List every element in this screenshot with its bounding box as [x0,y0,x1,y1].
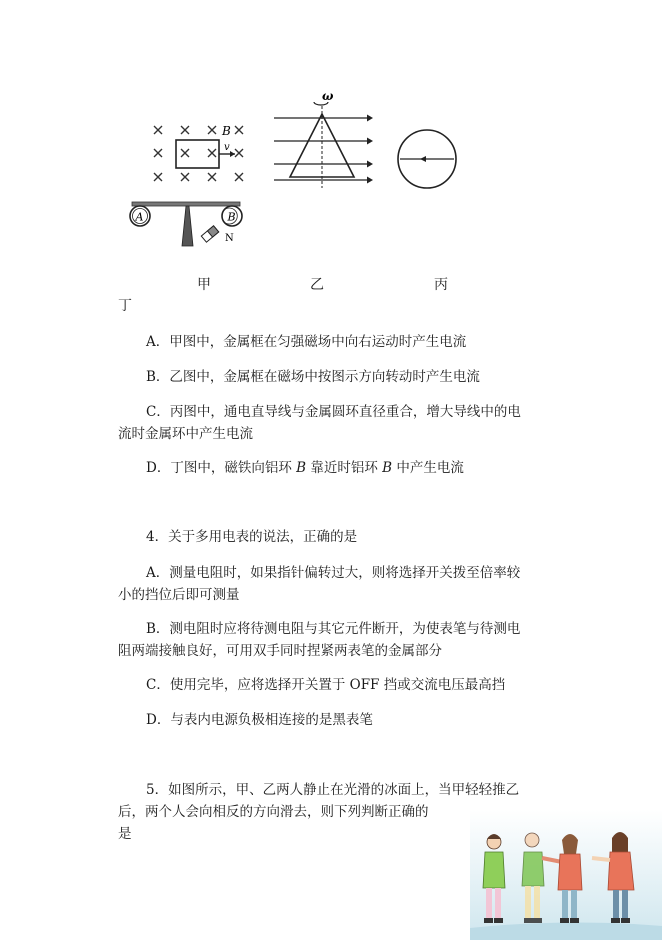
figure-jia [118,110,258,250]
caption-bing: 丙 [434,277,448,293]
caption-ding: 丁 [118,298,132,314]
label-b-field: B [222,124,231,138]
q3-option-b: B．乙图中，金属框在磁场中按图示方向转动时产生电流 [146,369,480,385]
q3-option-d [146,459,464,477]
q3-option-d-post: 中产生电流 [392,460,464,476]
q4-option-d: D．与表内电源负极相连接的是黑表笔 [146,712,373,728]
q4-option-c: C．使用完毕，应将选择开关置于 OFF 挡或交流电压最高挡 [146,677,506,693]
q3-option-c-line2: 流时金属环中产生电流 [118,426,253,442]
q3-option-d-var2: B [382,460,393,476]
label-velocity: v [224,142,230,153]
q4-option-a-line1: A．测量电阻时，如果指针偏转过大，则将选择开关拨至倍率较 [146,565,521,581]
label-omega: ω [322,89,334,103]
q3-option-d-var1: B [296,460,307,476]
q5-stem-line3: 是 [118,826,132,842]
ring-a-label: A [135,210,144,224]
figure-bing [394,128,460,190]
caption-jia: 甲 [197,277,211,293]
ice-skaters-illustration [470,810,662,940]
q5-stem-line2: 后，两个人会向相反的方向滑去，则下列判断正确的 [118,804,429,820]
caption-yi: 乙 [310,277,324,293]
q3-option-d-pre: D．丁图中，磁铁向铝环 [146,460,297,476]
pivot-stand [182,206,193,246]
q5-stem-line1: 5．如图所示，甲、乙两人静止在光滑的冰面上，当甲轻轻推乙 [146,782,520,798]
q4-option-a-line2: 小的挡位后即可测量 [118,587,240,603]
q3-option-a: A．甲图中，金属框在匀强磁场中向右运动时产生电流 [146,334,467,350]
balance-beam [132,202,240,206]
label-n-pole: N [225,233,234,244]
current-arrow-icon [420,156,426,162]
field-lines [274,118,368,180]
q3-option-d-mid: 靠近时铝环 [306,460,383,476]
magnet-icon [201,226,218,242]
ring-b-label: B [227,210,236,224]
q4-option-b-line1: B．测电阻时应将待测电阻与其它元件断开，为使表笔与待测电 [146,621,521,637]
q3-option-c-line1: C．丙图中，通电直导线与金属圆环直径重合，增大导线中的电 [146,404,521,420]
q4-option-b-line2: 阻两端接触良好，可用双手同时捏紧两表笔的金属部分 [118,643,442,659]
q4-stem: 4．关于多用电表的说法，正确的是 [146,529,358,545]
figure-yi [270,88,378,198]
